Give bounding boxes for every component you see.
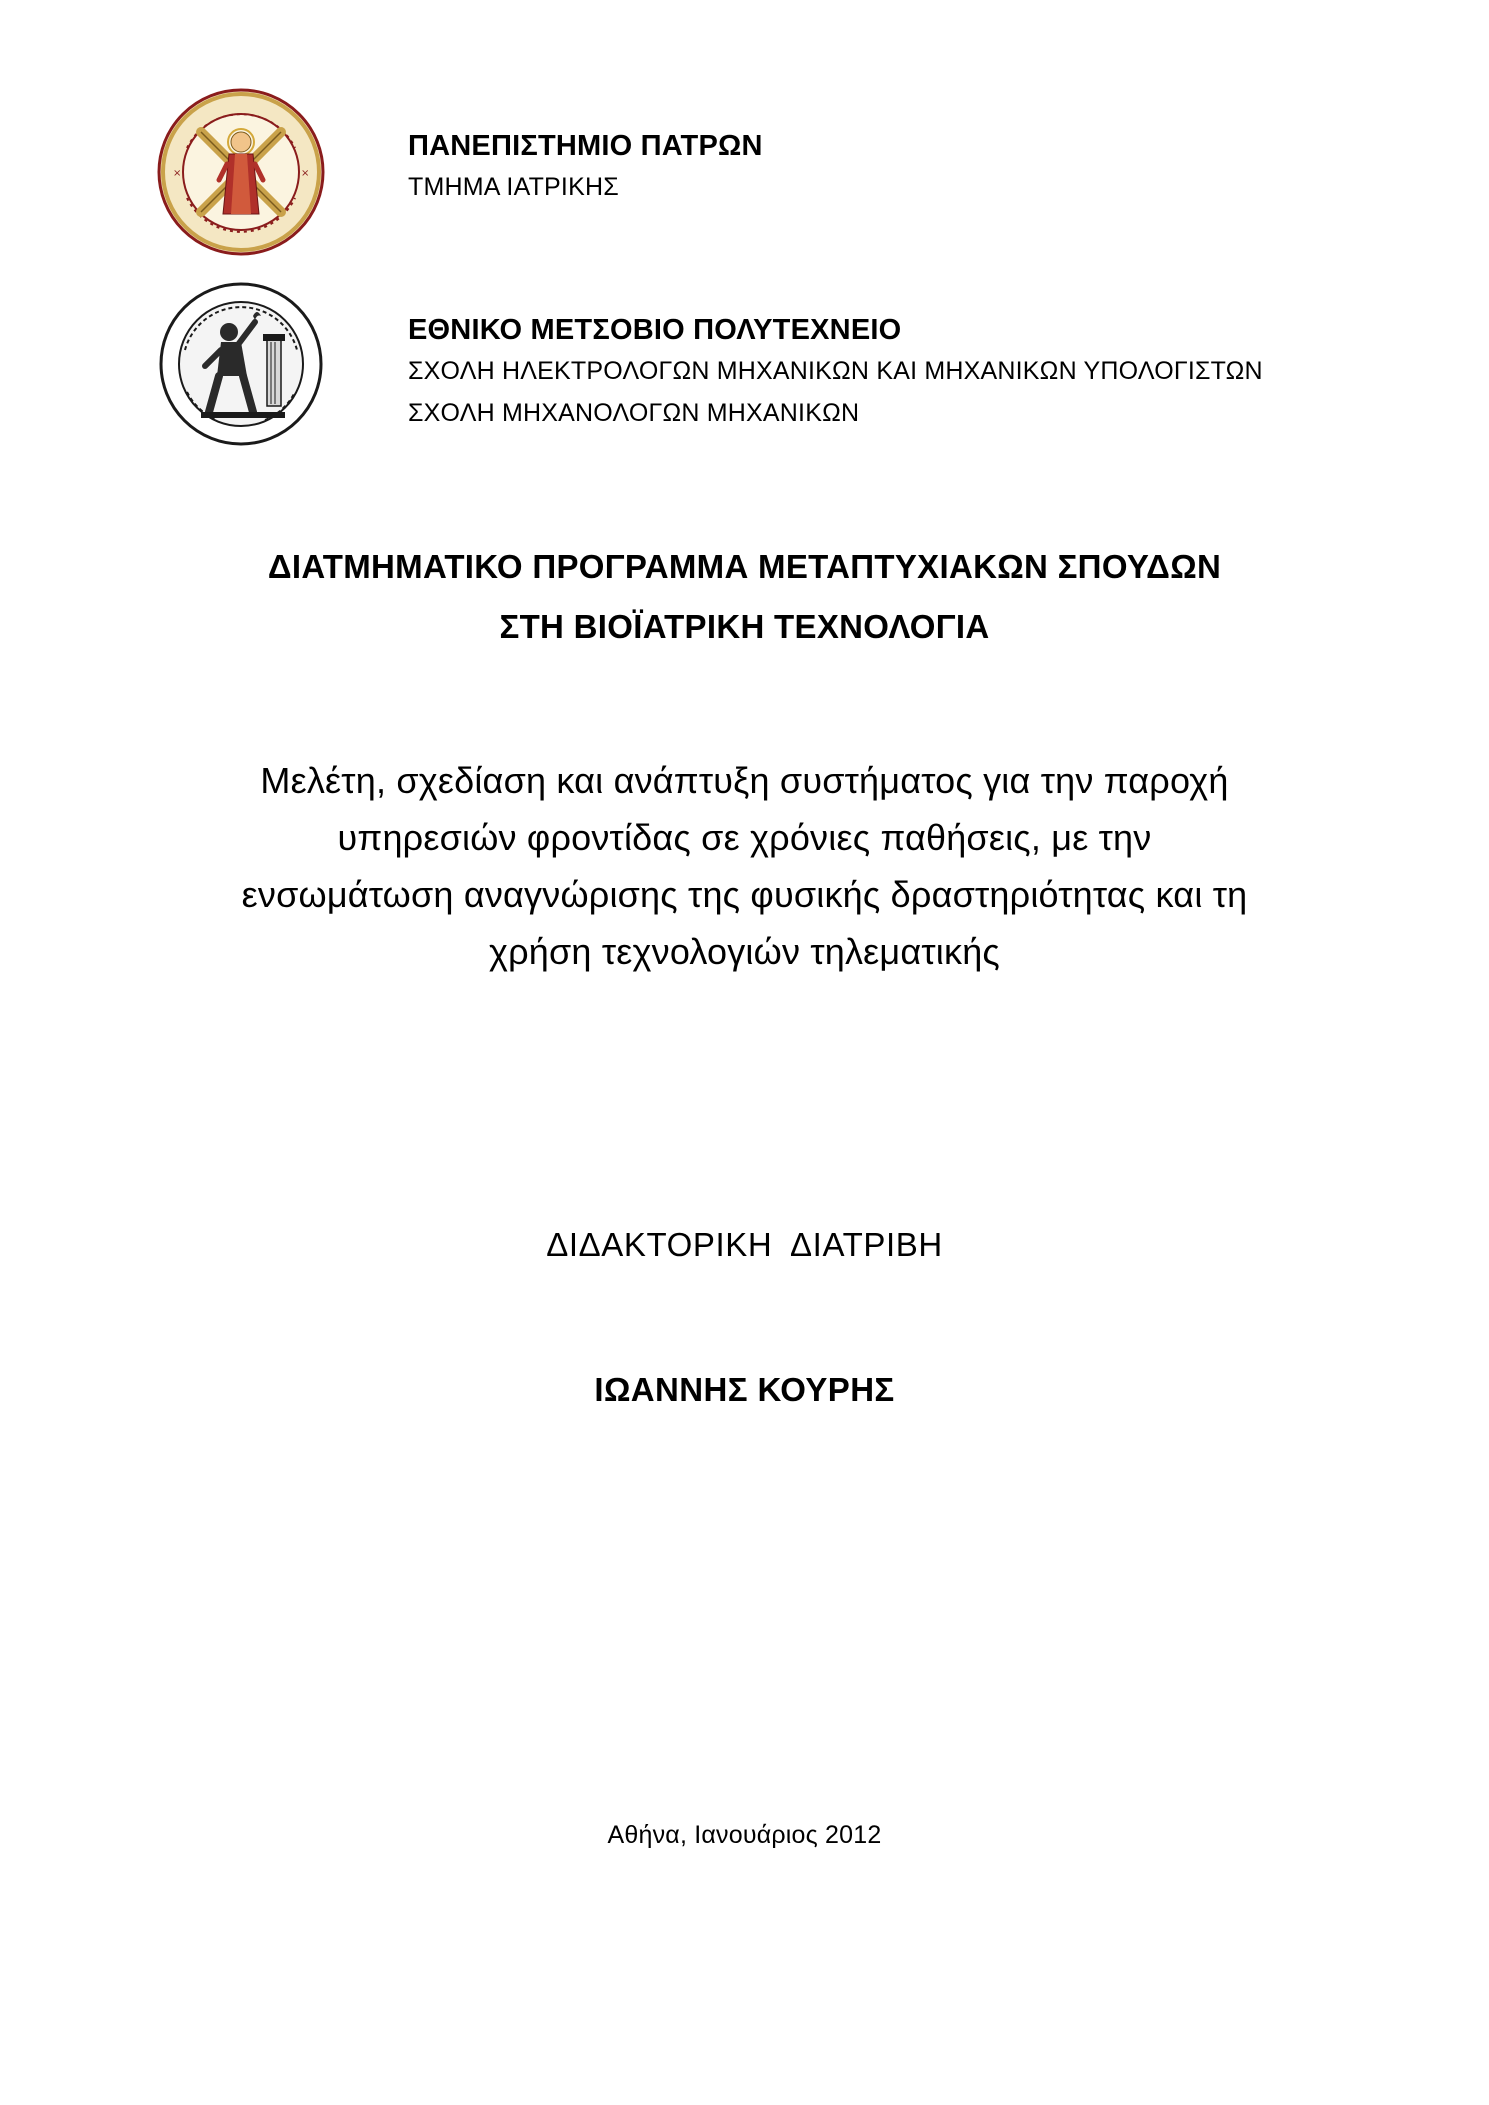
- document-type: ΔΙΔΑΚΤΟΡΙΚΗ ΔΙΑΤΡΙΒΗ: [546, 1226, 943, 1263]
- institution-name: ΠΑΝΕΠΙΣΤΗΜΙΟ ΠΑΤΡΩΝ: [408, 130, 763, 162]
- institution-text: [408, 310, 1358, 434]
- school-name-mech: ΣΧΟΛΗ ΜΗΧΑΝΟΛΟΓΩΝ ΜΗΧΑΝΙΚΩΝ: [408, 399, 860, 427]
- svg-text:×: ×: [173, 168, 182, 179]
- ntua-prometheus-seal-icon: [157, 280, 325, 448]
- department-name: ΤΜΗΜΑ ΙΑΤΡΙΚΗΣ: [408, 173, 619, 201]
- programme-title-line: ΔΙΑΤΜΗΜΑΤΙΚΟ ΠΡΟΓΡΑΜΜΑ ΜΕΤΑΠΤΥΧΙΑΚΩΝ ΣΠΟΥΔΩΝ: [267, 548, 1222, 585]
- programme-title-line: ΣΤΗ ΒΙΟΪΑΤΡΙΚΗ ΤΕΧΝΟΛΟΓΙΑ: [499, 608, 990, 645]
- programme-title: [0, 537, 1489, 657]
- author-name: ΙΩΑΝΝΗΣ ΚΟΥΡΗΣ: [594, 1371, 895, 1408]
- svg-text:×: ×: [301, 168, 310, 179]
- thesis-title-line: χρήση τεχνολογιών τηλεματικής: [489, 931, 1000, 972]
- school-name-ece: ΣΧΟΛΗ ΗΛΕΚΤΡΟΛΟΓΩΝ ΜΗΧΑΝΙΚΩΝ ΚΑΙ ΜΗΧΑΝΙΚΩΝ ΥΠΟΛΟΓΙΣΤΩΝ: [408, 357, 1263, 385]
- thesis-title-line: ενσωμάτωση αναγνώρισης της φυσικής δραστηριότητας και τη: [241, 874, 1248, 915]
- institution-text: [408, 126, 1358, 208]
- place-date: Αθήνα, Ιανουάριος 2012: [607, 1821, 882, 1849]
- thesis-title: [0, 752, 1489, 980]
- institution-ntua: [157, 280, 1357, 450]
- institution-name: ΕΘΝΙΚΟ ΜΕΤΣΟΒΙΟ ΠΟΛΥΤΕΧΝΕΙΟ: [408, 314, 902, 346]
- university-of-patras-seal-icon: [157, 88, 325, 256]
- institution-upatras: [157, 88, 1357, 258]
- thesis-title-line: υπηρεσιών φροντίδας σε χρόνιες παθήσεις, με την: [337, 817, 1152, 858]
- thesis-title-line: Μελέτη, σχεδίαση και ανάπτυξη συστήματος για την παροχή: [260, 760, 1229, 801]
